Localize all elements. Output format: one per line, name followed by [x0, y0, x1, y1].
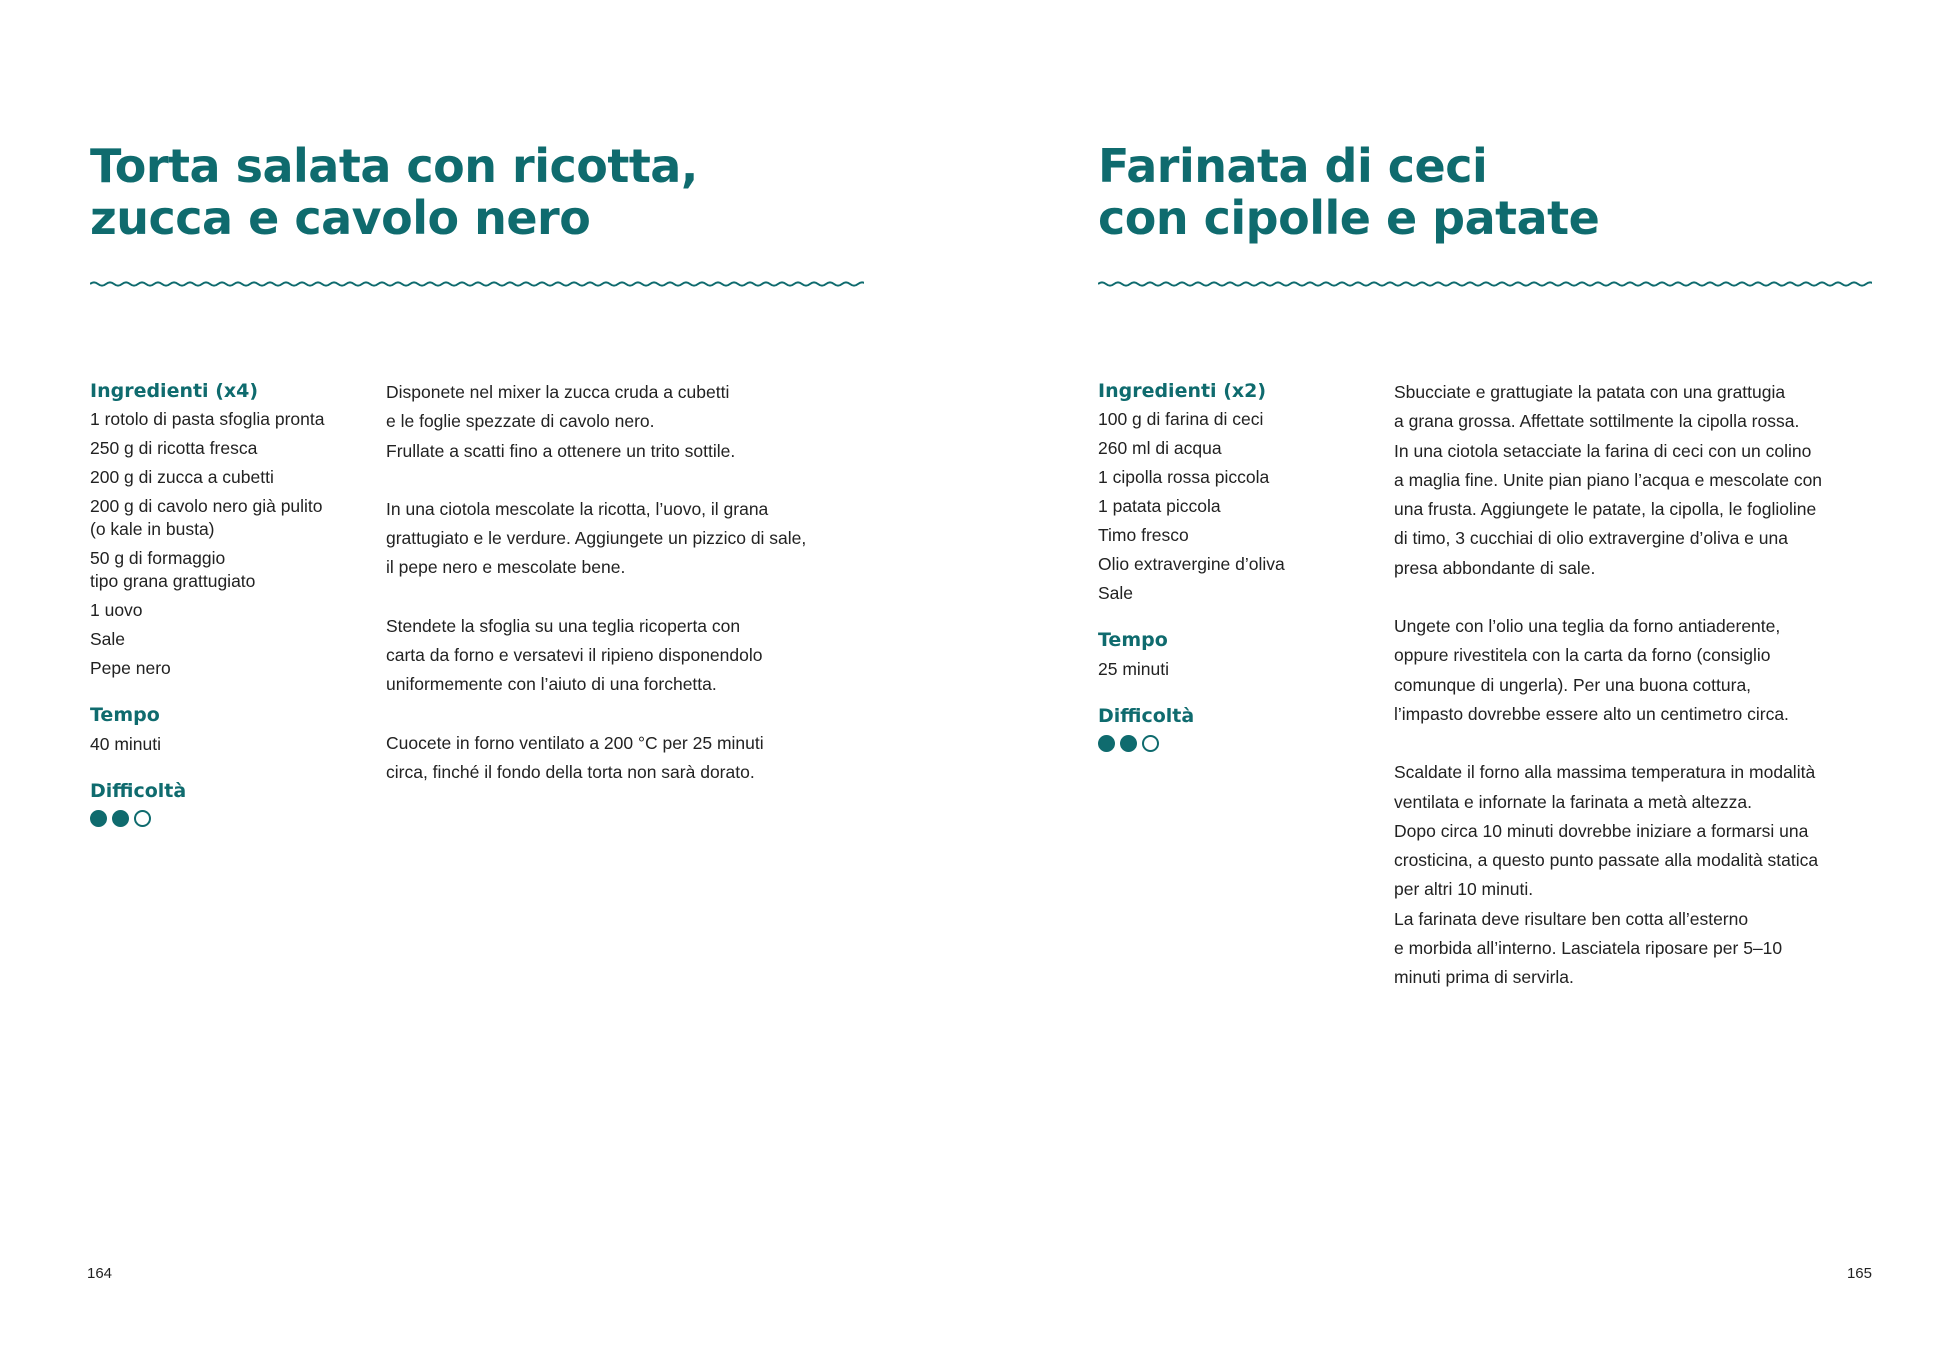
method-paragraph: Cuocete in forno ventilato a 200 °C per 25 minuti circa, finché il fondo della torta non sarà dorato.	[386, 732, 764, 782]
ingredient-item: 1 uovo	[90, 600, 143, 620]
method-paragraph: In una ciotola mescolate la ricotta, l’uovo, il grana grattugiato e le verdure. Aggiungete un pizzico di sale, il pepe nero e mescolate bene.	[386, 498, 807, 578]
ingredient-list	[1098, 408, 1378, 605]
title-line: Farinata di ceci	[1098, 139, 1488, 193]
wavy-divider	[1098, 277, 1872, 291]
ingredient-item: 1 patata piccola	[1098, 496, 1221, 516]
ingredients-heading: Ingredienti (x4)	[90, 380, 259, 402]
time-value: 40 minuti	[90, 734, 162, 754]
method-paragraph: Disponete nel mixer la zucca cruda a cubetti e le foglie spezzate di cavolo nero. Frullate a scatti fino a ottenere un trito sottile.	[386, 382, 736, 461]
method-paragraph: Stendete la sfoglia su una teglia ricoperta con carta da forno e versatevi il ripieno disponendolo uniformemente con l’aiuto di una forchetta.	[386, 615, 763, 695]
difficulty-dot-empty	[134, 810, 151, 827]
right-page	[1098, 0, 1898, 1358]
difficulty-block	[1098, 703, 1378, 752]
ingredient-item: 50 g di formaggio tipo grana grattugiato	[90, 548, 256, 591]
difficulty-block	[90, 778, 370, 827]
ingredient-item: Olio extravergine d’oliva	[1098, 554, 1285, 574]
title-line: Torta salata con ricotta,	[90, 139, 698, 193]
recipe-title	[90, 140, 698, 244]
recipe-meta-column	[90, 378, 370, 827]
page-number: 164	[87, 1265, 113, 1282]
ingredient-item: Timo fresco	[1098, 525, 1189, 545]
left-page	[87, 0, 890, 1358]
time-block	[90, 702, 370, 756]
time-heading: Tempo	[1098, 629, 1168, 651]
wavy-divider	[90, 277, 864, 291]
page-number: 165	[1846, 1265, 1872, 1282]
difficulty-dot-filled	[90, 810, 107, 827]
method-paragraph: Sbucciate e grattugiate la patata con una grattugia a grana grossa. Affettate sottilmente la cipolla rossa. In una ciotola setacciate la farina di ceci con un colino a maglia fine. Unite pian piano l’acqua e mescolate con una frusta. Aggiungete le patate, la cipolla, le foglioline di timo, 3 cucchiai di olio extravergine d’oliva e una presa abbondante di sale.	[1394, 382, 1823, 578]
ingredient-item: 100 g di farina di ceci	[1098, 409, 1264, 429]
method-paragraph: Scaldate il forno alla massima temperatura in modalità ventilata e infornate la farinata a metà altezza. Dopo circa 10 minuti dovrebbe iniziare a formarsi una crosticina, a questo punto passate alla modalità statica per altri 10 minuti. La farinata deve risultare ben cotta all’esterno e morbida all’interno. Lasciatela riposare per 5–10 minuti prima di servirla.	[1394, 762, 1819, 988]
recipe-title	[1098, 140, 1599, 244]
ingredient-item: Sale	[90, 629, 126, 649]
difficulty-dot-filled	[1098, 735, 1115, 752]
difficulty-heading: Difficoltà	[90, 780, 187, 802]
ingredient-item: 1 rotolo di pasta sfoglia pronta	[90, 409, 325, 429]
title-line: zucca e cavolo nero	[90, 191, 591, 245]
difficulty-dot-filled	[1120, 735, 1137, 752]
time-heading: Tempo	[90, 704, 160, 726]
time-value: 25 minuti	[1098, 659, 1170, 679]
time-block	[1098, 627, 1378, 681]
ingredient-item: Pepe nero	[90, 658, 171, 678]
difficulty-heading: Difficoltà	[1098, 705, 1195, 727]
ingredient-item: 250 g di ricotta fresca	[90, 438, 258, 458]
ingredient-item: 200 g di zucca a cubetti	[90, 467, 274, 487]
title-line: con cipolle e patate	[1098, 191, 1600, 245]
ingredient-item: 1 cipolla rossa piccola	[1098, 467, 1270, 487]
wave-line	[90, 282, 864, 285]
method-paragraph: Ungete con l’olio una teglia da forno antiaderente, oppure rivestitela con la carta da forno (consiglio comunque di ungerla). Per una buona cottura, l’impasto dovrebbe essere alto un centimetro circa.	[1394, 616, 1789, 724]
wave-line	[1098, 282, 1872, 285]
difficulty-dot-filled	[112, 810, 129, 827]
ingredients-heading: Ingredienti (x2)	[1098, 380, 1267, 402]
difficulty-rating	[1098, 735, 1378, 752]
difficulty-dot-empty	[1142, 735, 1159, 752]
ingredient-list	[90, 408, 370, 680]
ingredient-item: Sale	[1098, 583, 1134, 603]
method-column	[386, 378, 876, 816]
difficulty-rating	[90, 810, 370, 827]
method-column	[1394, 378, 1884, 1022]
recipe-meta-column	[1098, 378, 1378, 752]
ingredient-item: 200 g di cavolo nero già pulito (o kale in busta)	[90, 496, 323, 539]
ingredient-item: 260 ml di acqua	[1098, 438, 1222, 458]
